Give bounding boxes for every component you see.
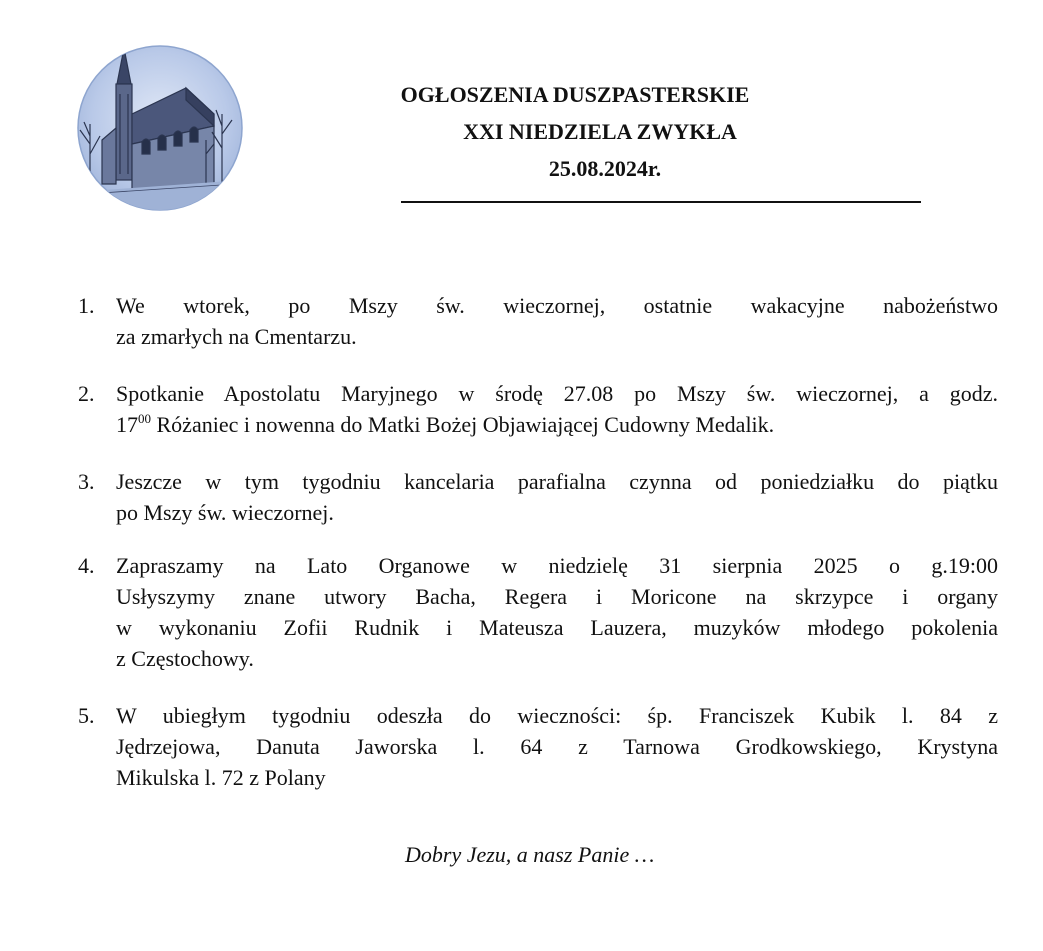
item-text-line: Zapraszamy na Lato Organowe w niedzielę 31 sierpnia 2025 o g.19:00	[116, 553, 998, 578]
sunday-name: XXI NIEDZIELA ZWYKŁA	[463, 119, 737, 144]
page-title: OGŁOSZENIA DUSZPASTERSKIE	[400, 82, 750, 107]
item-text-line: Mikulska l. 72 z Polany	[116, 765, 326, 790]
minutes-superscript: 00	[138, 410, 151, 426]
item-text-line: We wtorek, po Mszy św. wieczornej, ostatnie wakacyjne nabożeństwo	[116, 293, 998, 318]
item-text-line: Usłyszymy znane utwory Bacha, Regera i Moricone na skrzypce i organy	[116, 584, 998, 609]
item-text-rest: Różaniec i nowenna do Matki Bożej Objawiającej Cudowny Medalik.	[151, 412, 775, 437]
item-text-line: w wykonaniu Zofii Rudnik i Mateusza Lauzera, muzyków młodego pokolenia	[116, 615, 998, 640]
item-text-line: po Mszy św. wieczornej.	[116, 500, 334, 525]
item-number: 4.	[78, 553, 95, 578]
item-text-line: W ubiegłym tygodniu odeszła do wieczności: śp. Franciszek Kubik l. 84 z	[116, 703, 998, 728]
item-number: 5.	[78, 703, 95, 728]
item-text-line: z Częstochowy.	[116, 646, 254, 671]
list-item	[78, 466, 998, 528]
list-item	[78, 378, 998, 440]
closing-prayer: Dobry Jezu, a nasz Panie …	[405, 842, 655, 867]
hour-value: 17	[116, 412, 138, 437]
item-text-line	[116, 409, 998, 440]
announcement-date: 25.08.2024r.	[548, 156, 662, 181]
announcement-header	[330, 76, 910, 187]
church-logo-icon	[76, 44, 244, 212]
item-text-line: za zmarłych na Cmentarzu.	[116, 324, 357, 349]
item-number: 2.	[78, 381, 95, 406]
item-text-line: Jędrzejowa, Danuta Jaworska l. 64 z Tarnowa Grodkowskiego, Krystyna	[116, 734, 998, 759]
header-divider	[401, 201, 921, 203]
list-item	[78, 700, 998, 793]
item-text-line: Jeszcze w tym tygodniu kancelaria parafialna czynna od poniedziałku do piątku	[116, 469, 998, 494]
item-number: 3.	[78, 469, 95, 494]
item-text-line: Spotkanie Apostolatu Maryjnego w środę 27.08 po Mszy św. wieczornej, a godz.	[116, 381, 998, 406]
list-item	[78, 290, 998, 352]
announcement-list	[78, 290, 998, 819]
item-number: 1.	[78, 293, 95, 318]
list-item	[78, 550, 998, 674]
